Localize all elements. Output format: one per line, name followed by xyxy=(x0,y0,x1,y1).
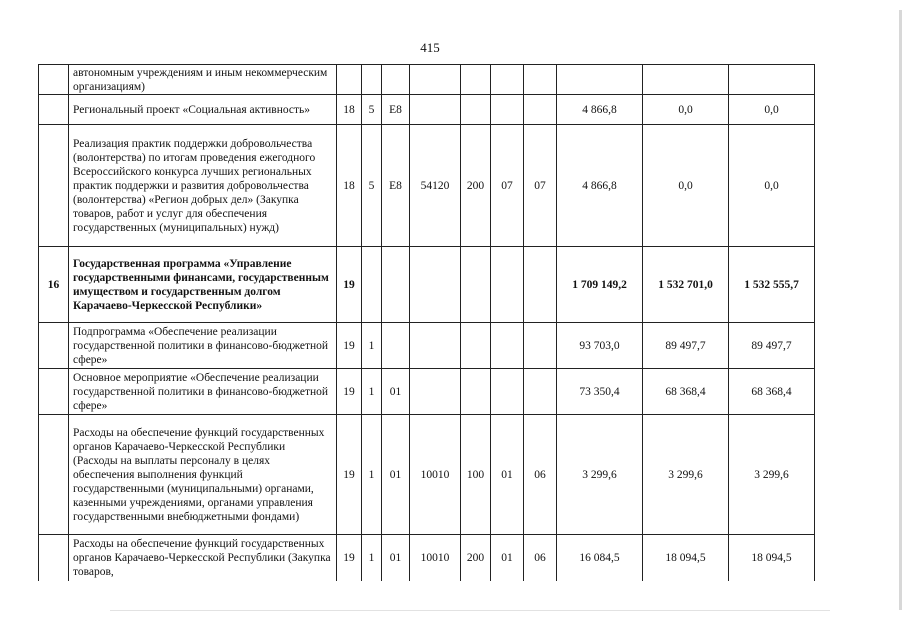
cell-event: E8 xyxy=(382,95,410,125)
cell-value-2: 89 497,7 xyxy=(643,323,729,369)
cell-expense xyxy=(461,323,491,369)
cell-value-2 xyxy=(643,65,729,95)
cell-name: Государственная программа «Управление государственными финансами, государственным имуществом и государственным долгом Карачаево-Черкесской Республики» xyxy=(69,247,337,323)
cell-value-1: 3 299,6 xyxy=(557,415,643,535)
cell-expense xyxy=(461,247,491,323)
cell-direction: 10010 xyxy=(410,535,461,581)
cell-event xyxy=(382,247,410,323)
cell-name: Расходы на обеспечение функций государственных органов Карачаево-Черкесской Республики (Закупка товаров, xyxy=(69,535,337,581)
cell-section xyxy=(491,369,524,415)
cell-number xyxy=(39,369,69,415)
cell-subsection xyxy=(524,95,557,125)
cell-value-3 xyxy=(729,65,815,95)
cell-value-3: 3 299,6 xyxy=(729,415,815,535)
cell-program xyxy=(337,65,362,95)
cell-expense: 200 xyxy=(461,535,491,581)
cell-value-3: 1 532 555,7 xyxy=(729,247,815,323)
cell-expense xyxy=(461,95,491,125)
cell-event: E8 xyxy=(382,125,410,247)
cell-program: 18 xyxy=(337,95,362,125)
cell-subprogram: 1 xyxy=(362,369,382,415)
cell-program: 19 xyxy=(337,535,362,581)
table-row xyxy=(39,323,815,369)
cell-direction xyxy=(410,247,461,323)
cell-value-1: 1 709 149,2 xyxy=(557,247,643,323)
cell-subsection: 06 xyxy=(524,535,557,581)
table-row xyxy=(39,65,815,95)
cell-value-3: 68 368,4 xyxy=(729,369,815,415)
table-row xyxy=(39,369,815,415)
cell-program: 19 xyxy=(337,247,362,323)
cell-event: 01 xyxy=(382,415,410,535)
cell-subsection xyxy=(524,369,557,415)
cell-value-3: 18 094,5 xyxy=(729,535,815,581)
cell-value-1: 16 084,5 xyxy=(557,535,643,581)
table-row xyxy=(39,415,815,535)
cell-program: 18 xyxy=(337,125,362,247)
cell-value-2: 68 368,4 xyxy=(643,369,729,415)
table-row xyxy=(39,95,815,125)
cell-value-2: 3 299,6 xyxy=(643,415,729,535)
cell-number xyxy=(39,125,69,247)
cell-event xyxy=(382,323,410,369)
cell-direction: 10010 xyxy=(410,415,461,535)
cell-name: Расходы на обеспечение функций государственных органов Карачаево-Черкесской Республики (Расходы на выплаты персоналу в целях обеспечения выполнения функций государственными (муниципальными) органами, казенными учреждениями, органами управления государственными внебюджетными фондами) xyxy=(69,415,337,535)
cell-subsection xyxy=(524,247,557,323)
cell-subsection xyxy=(524,323,557,369)
cell-direction xyxy=(410,369,461,415)
cell-name: Подпрограмма «Обеспечение реализации государственной политики в финансово-бюджетной сфере» xyxy=(69,323,337,369)
page-number: 415 xyxy=(420,40,440,55)
cell-subsection xyxy=(524,65,557,95)
cell-subprogram: 1 xyxy=(362,323,382,369)
cell-name: Региональный проект «Социальная активность» xyxy=(69,95,337,125)
cell-value-3: 89 497,7 xyxy=(729,323,815,369)
cell-section: 07 xyxy=(491,125,524,247)
cell-number xyxy=(39,415,69,535)
cell-value-3: 0,0 xyxy=(729,95,815,125)
cell-section: 01 xyxy=(491,535,524,581)
cell-value-2: 18 094,5 xyxy=(643,535,729,581)
cell-value-3: 0,0 xyxy=(729,125,815,247)
table-row xyxy=(39,125,815,247)
cell-subsection: 06 xyxy=(524,415,557,535)
cell-number xyxy=(39,323,69,369)
table-row xyxy=(39,247,815,323)
cell-number xyxy=(39,535,69,581)
cell-subsection: 07 xyxy=(524,125,557,247)
cell-value-1: 73 350,4 xyxy=(557,369,643,415)
cell-program: 19 xyxy=(337,323,362,369)
cell-section xyxy=(491,247,524,323)
cell-event: 01 xyxy=(382,535,410,581)
cell-number: 16 xyxy=(39,247,69,323)
cell-value-1: 4 866,8 xyxy=(557,125,643,247)
cell-expense xyxy=(461,369,491,415)
cell-name: автономным учреждениям и иным некоммерческим организациям) xyxy=(69,65,337,95)
cell-subprogram xyxy=(362,247,382,323)
cell-name: Реализация практик поддержки добровольчества (волонтерства) по итогам проведения ежегодного Всероссийского конкурса лучших региональных практик поддержки и развития добровольчества (волонтерства) «Регион добрых дел» (Закупка товаров, работ и услуг для обеспечения государственных (муниципальных) нужд) xyxy=(69,125,337,247)
cell-expense: 200 xyxy=(461,125,491,247)
cell-program: 19 xyxy=(337,369,362,415)
budget-table xyxy=(38,64,815,581)
scan-footer-line xyxy=(110,610,830,611)
cell-direction: 54120 xyxy=(410,125,461,247)
cell-subprogram: 5 xyxy=(362,125,382,247)
cell-name: Основное мероприятие «Обеспечение реализации государственной политики в финансово-бюджетной сфере» xyxy=(69,369,337,415)
cell-expense xyxy=(461,65,491,95)
cell-direction xyxy=(410,65,461,95)
cell-value-2: 1 532 701,0 xyxy=(643,247,729,323)
cell-section xyxy=(491,65,524,95)
cell-direction xyxy=(410,95,461,125)
cell-value-1 xyxy=(557,65,643,95)
cell-subprogram xyxy=(362,65,382,95)
cell-event: 01 xyxy=(382,369,410,415)
cell-value-1: 93 703,0 xyxy=(557,323,643,369)
cell-subprogram: 5 xyxy=(362,95,382,125)
cell-number xyxy=(39,65,69,95)
table-row xyxy=(39,535,815,581)
cell-event xyxy=(382,65,410,95)
cell-subprogram: 1 xyxy=(362,535,382,581)
cell-program: 19 xyxy=(337,415,362,535)
cell-value-2: 0,0 xyxy=(643,95,729,125)
cell-subprogram: 1 xyxy=(362,415,382,535)
cell-value-1: 4 866,8 xyxy=(557,95,643,125)
cell-direction xyxy=(410,323,461,369)
cell-expense: 100 xyxy=(461,415,491,535)
cell-section xyxy=(491,323,524,369)
cell-number xyxy=(39,95,69,125)
cell-value-2: 0,0 xyxy=(643,125,729,247)
cell-section xyxy=(491,95,524,125)
cell-section: 01 xyxy=(491,415,524,535)
